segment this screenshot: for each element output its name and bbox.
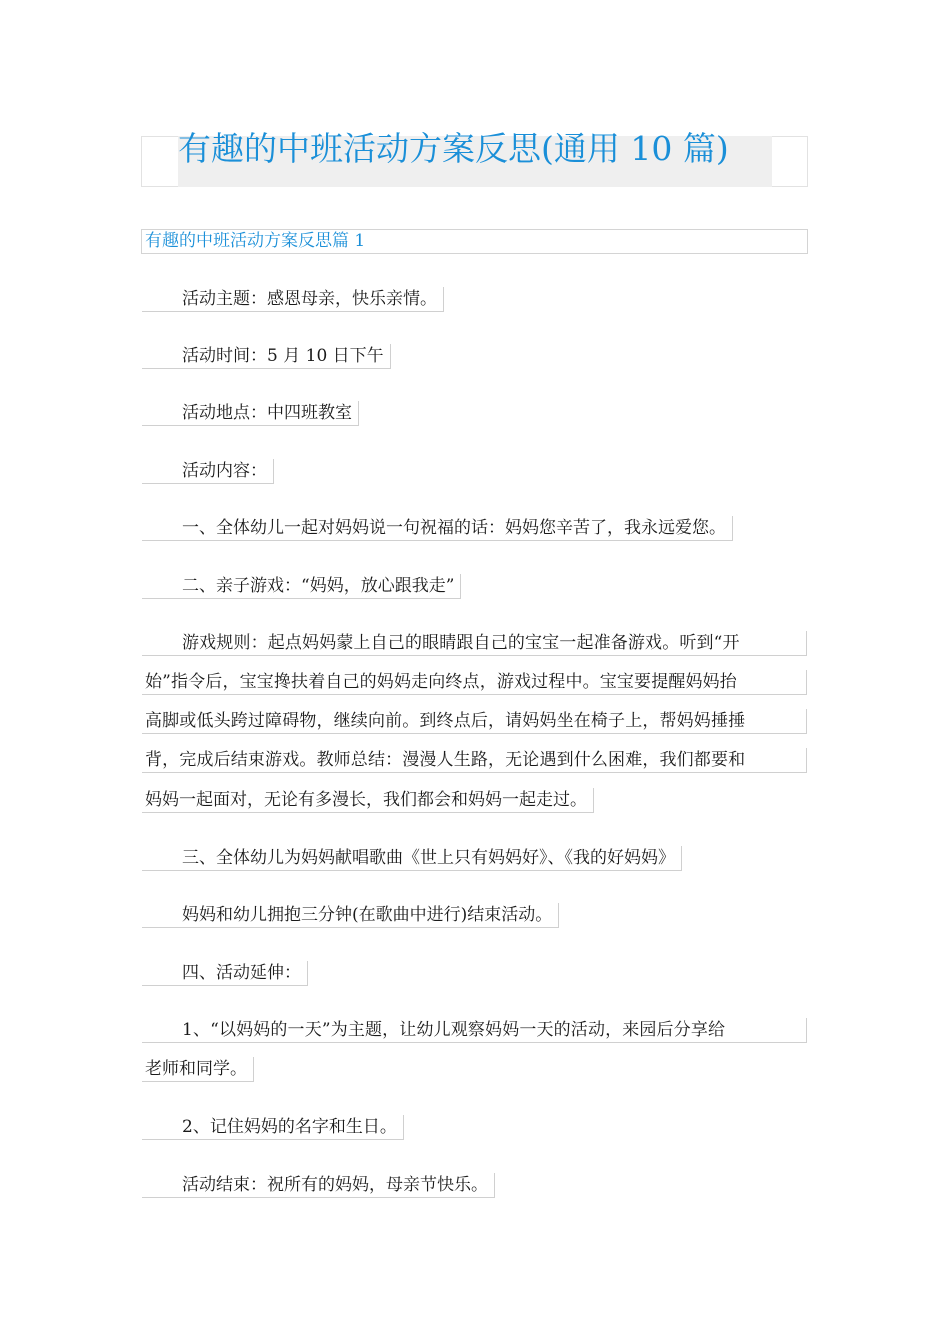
text-line-remember: 2、记住妈妈的名字和生日。	[142, 1115, 404, 1140]
text-line-place: 活动地点：中四班教室	[142, 401, 359, 426]
section-heading: 有趣的中班活动方案反思篇 1	[141, 229, 808, 254]
extension-line-last: 老师和同学。	[142, 1057, 254, 1082]
text-line-item-one: 一、全体幼儿一起对妈妈说一句祝福的话：妈妈您辛苦了，我永远爱您。	[142, 516, 733, 541]
document-title: 有趣的中班活动方案反思(通用 10 篇)	[178, 129, 729, 168]
text-line-item-three: 三、全体幼儿为妈妈献唱歌曲《世上只有妈妈好》、《我的好妈妈》	[142, 846, 682, 871]
rules-line: 始”指令后，宝宝搀扶着自己的妈妈走向终点，游戏过程中。宝宝要提醒妈妈抬	[142, 670, 807, 695]
extension-line: 1、“以妈妈的一天”为主题，让幼儿观察妈妈一天的活动，来园后分享给	[142, 1018, 807, 1043]
text-line-hug: 妈妈和幼儿拥抱三分钟(在歌曲中进行)结束活动。	[142, 903, 559, 928]
text-line-item-two: 二、亲子游戏：“妈妈，放心跟我走”	[142, 574, 461, 599]
text-line-extension-label: 四、活动延伸：	[142, 961, 308, 986]
rules-line-last: 妈妈一起面对，无论有多漫长，我们都会和妈妈一起走过。	[142, 788, 594, 813]
text-line-ending: 活动结束：祝所有的妈妈，母亲节快乐。	[142, 1173, 495, 1198]
text-line-theme: 活动主题：感恩母亲，快乐亲情。	[142, 287, 444, 312]
rules-line: 背，完成后结束游戏。教师总结：漫漫人生路，无论遇到什么困难，我们都要和	[142, 748, 807, 773]
rules-line: 游戏规则：起点妈妈蒙上自己的眼睛跟自己的宝宝一起准备游戏。听到“开	[142, 631, 807, 656]
rules-line: 高脚或低头跨过障碍物，继续向前。到终点后，请妈妈坐在椅子上，帮妈妈捶捶	[142, 709, 807, 734]
text-line-time: 活动时间：5 月 10 日下午	[142, 344, 391, 369]
text-line-content-label: 活动内容：	[142, 459, 274, 484]
